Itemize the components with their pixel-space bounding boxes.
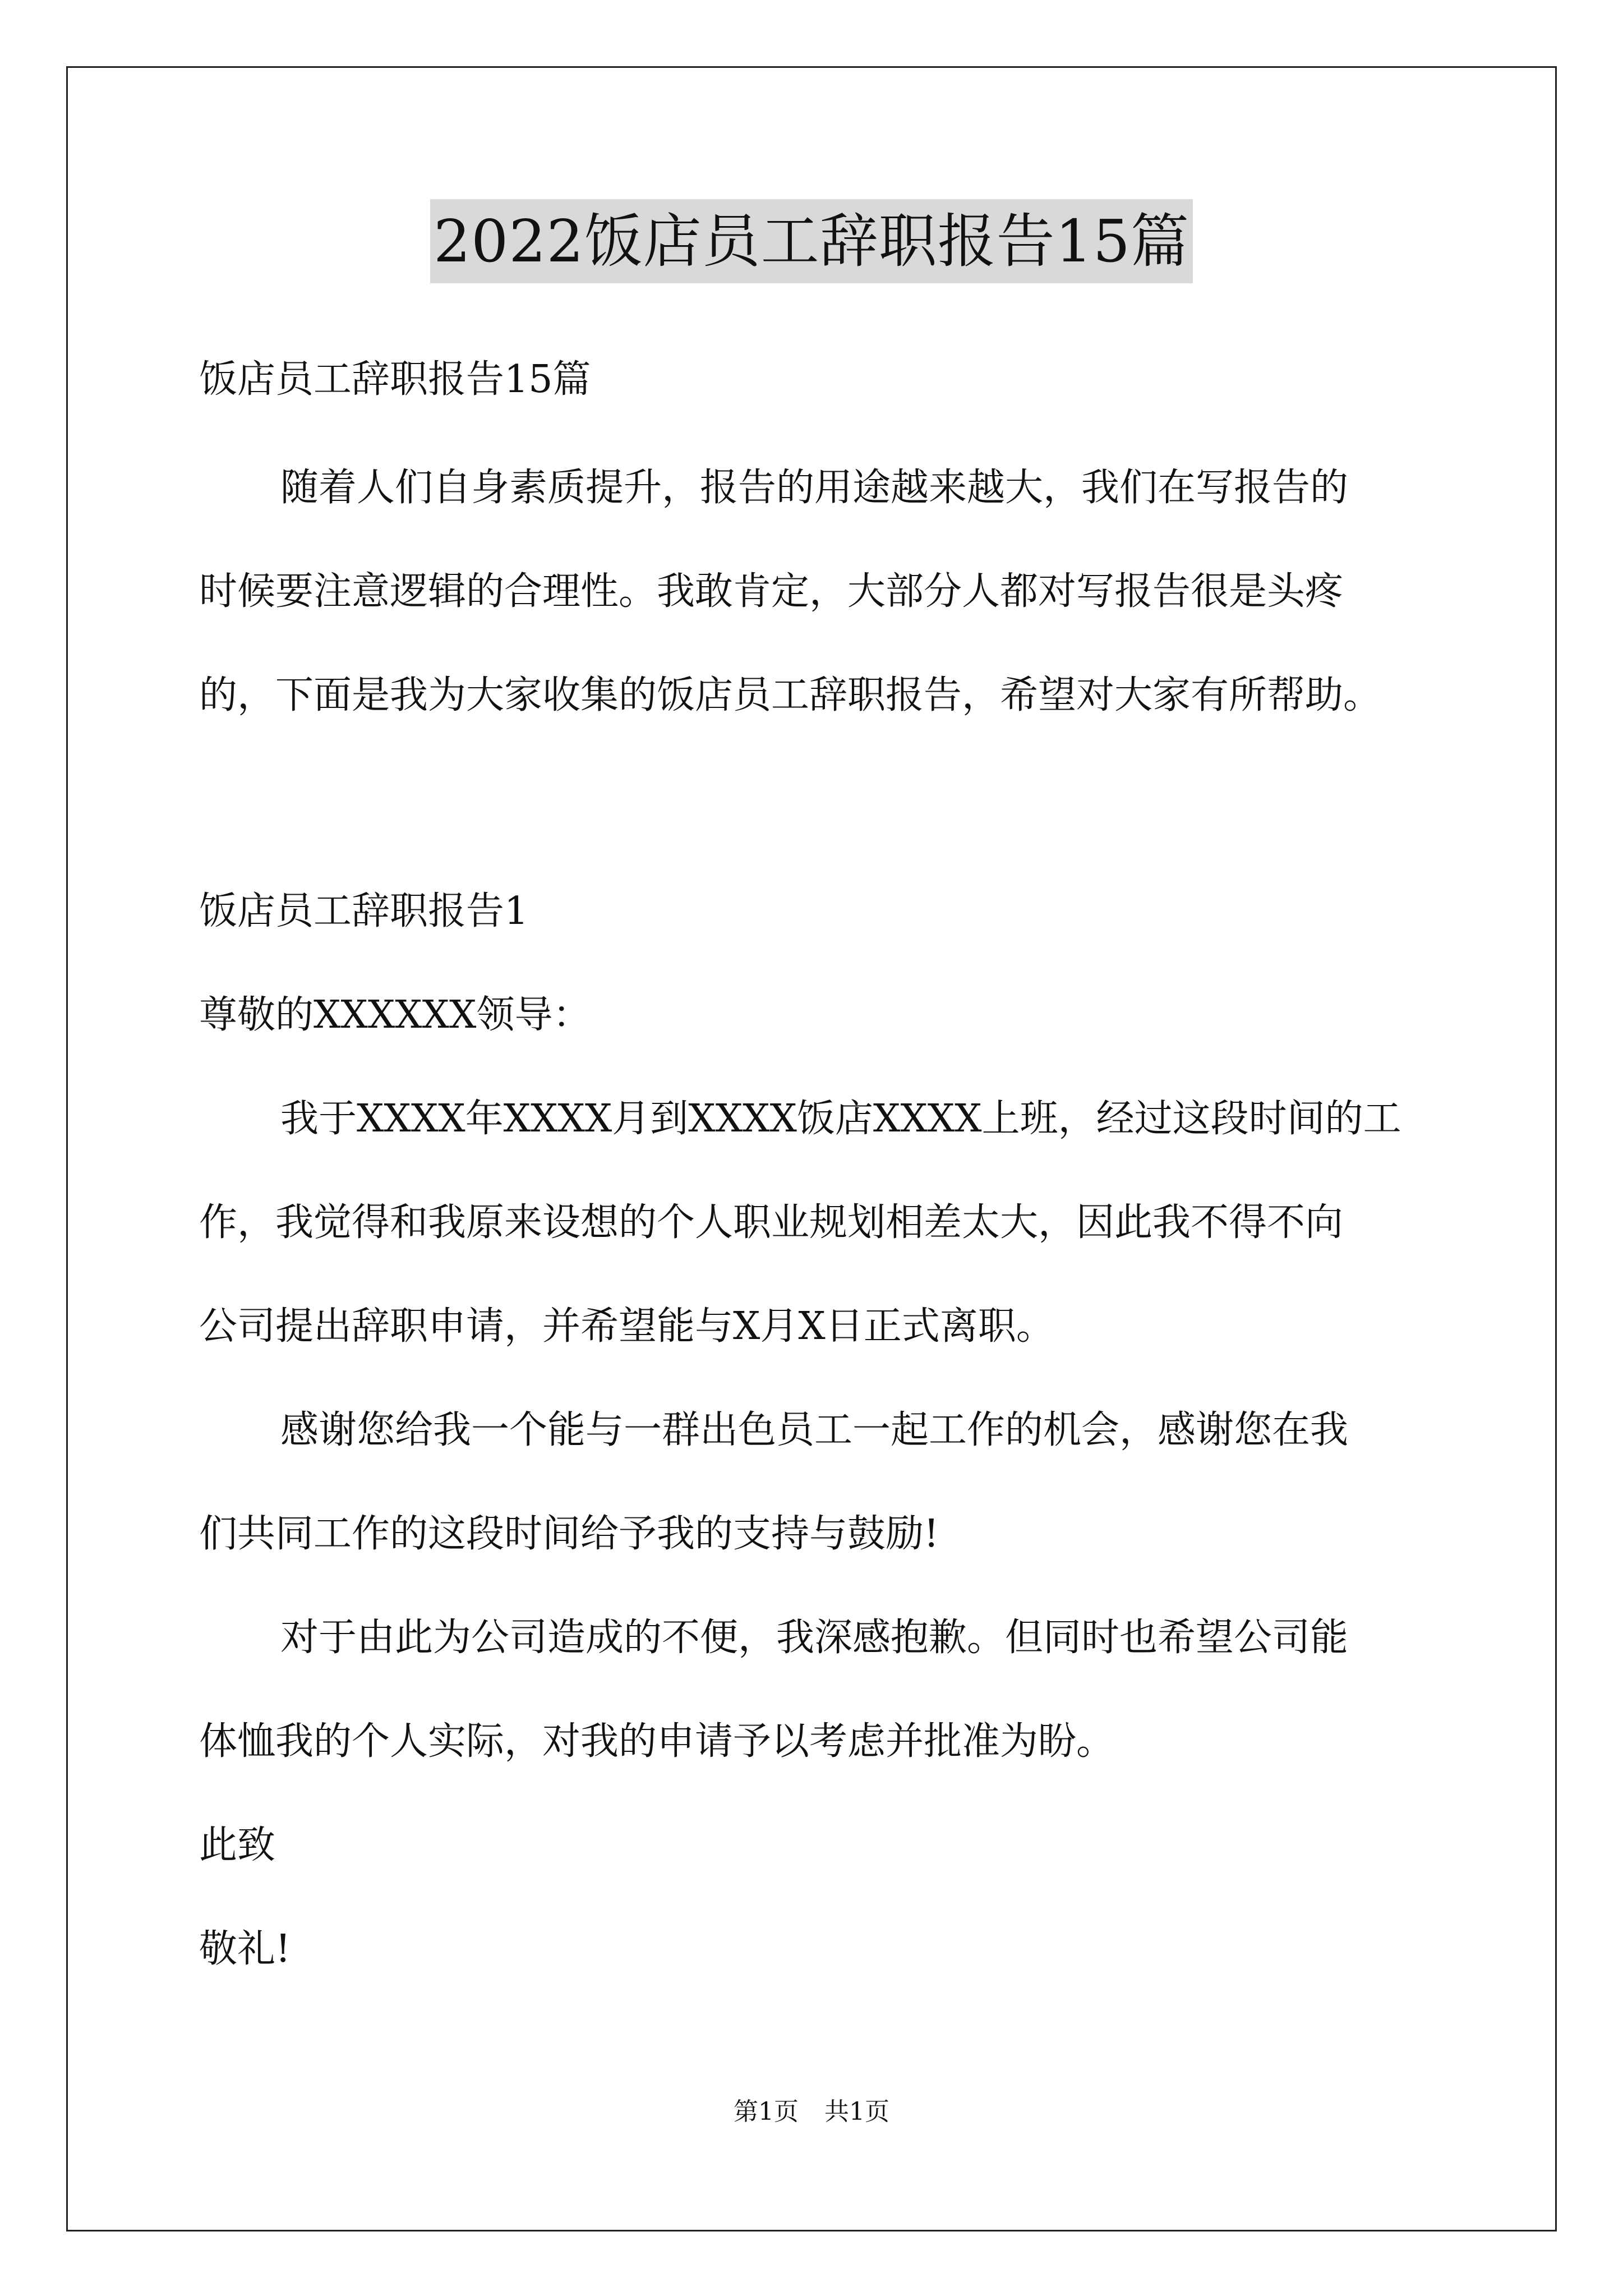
intro-line-1: 随着人们自身素质提升，报告的用途越来越大，我们在写报告的 [280,466,1349,510]
title-container [0,199,1623,283]
intro-line-2: 时候要注意逻辑的合理性。我敢肯定，大部分人都对写报告很是头疼 [199,569,1344,614]
intro-line-3: 的，下面是我为大家收集的饭店员工辞职报告，希望对大家有所帮助。 [199,673,1382,717]
closing-line-2: 敬礼! [199,1927,291,1971]
page-footer [0,2095,1623,2129]
paragraph1-line-3: 公司提出辞职申请，并希望能与X月X日正式离职。 [199,1304,1054,1349]
paragraph2-line-2: 们共同工作的这段时间给予我的支持与鼓励! [199,1512,939,1556]
document-subtitle: 饭店员工辞职报告15篇 [199,357,591,402]
paragraph3-line-1: 对于由此为公司造成的不便，我深感抱歉。但同时也希望公司能 [280,1616,1349,1660]
section-heading: 饭店员工辞职报告1 [199,889,529,933]
paragraph1-line-1: 我于XXXX年XXXX月到XXXX饭店XXXX上班，经过这段时间的工 [280,1097,1401,1141]
paragraph1-line-2: 作，我觉得和我原来设想的个人职业规划相差太大，因此我不得不向 [199,1200,1344,1245]
paragraph3-line-2: 体恤我的个人实际，对我的申请予以考虑并批准为盼。 [199,1719,1115,1764]
page-number-current: 第1页 [734,2097,799,2126]
paragraph2-line-1: 感谢您给我一个能与一群出色员工一起工作的机会，感谢您在我 [280,1408,1349,1452]
document-title: 2022饭店员工辞职报告15篇 [430,199,1193,283]
salutation: 尊敬的XXXXXX领导： [199,993,591,1037]
closing-line-1: 此致 [199,1823,276,1867]
page-number-total: 共1页 [824,2097,889,2126]
